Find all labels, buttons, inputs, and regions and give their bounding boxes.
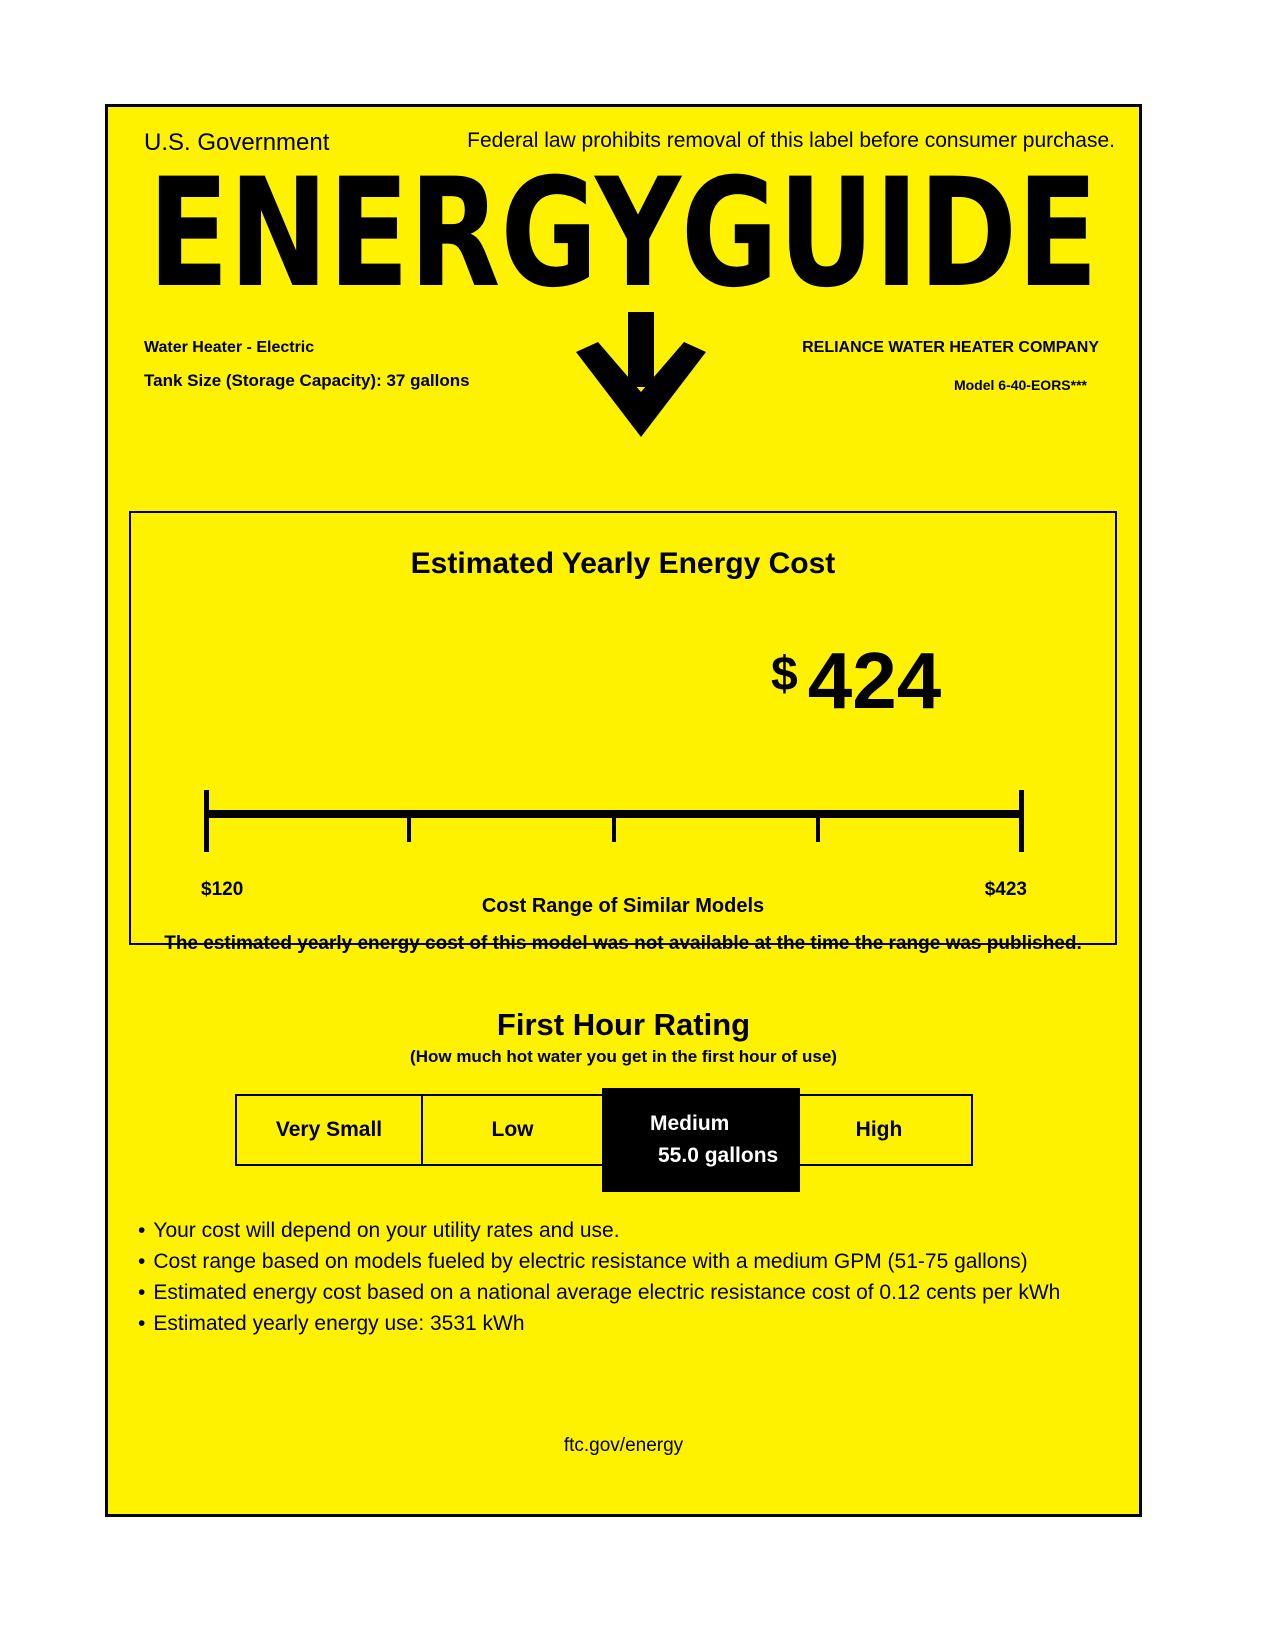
company-name: RELIANCE WATER HEATER COMPANY — [802, 339, 1099, 356]
energyguide-title — [138, 157, 1108, 307]
cost-title: Estimated Yearly Energy Cost — [410, 547, 836, 580]
first-hour-subtitle: (How much hot water you get in the first hour of use) — [410, 1047, 837, 1066]
cost-value — [771, 635, 941, 727]
rating-label: High — [855, 1118, 903, 1141]
range-min: $120 — [201, 879, 244, 900]
rating-value: 55.0 gallons — [658, 1144, 779, 1167]
government-text: U.S. Government — [144, 129, 330, 156]
rating-low — [421, 1094, 604, 1166]
notes-list — [138, 1215, 1060, 1339]
list-item: • Your cost will depend on your utility rates and use. — [138, 1215, 1060, 1246]
rating-medium-selected — [602, 1088, 800, 1192]
list-item: • Estimated yearly energy use: 3531 kWh — [138, 1308, 1060, 1339]
first-hour-rating-bar — [235, 1094, 973, 1169]
rating-label: Medium — [650, 1112, 730, 1135]
cost-box — [129, 511, 1117, 954]
energyguide-label — [105, 104, 1142, 1517]
range-max: $423 — [984, 879, 1027, 900]
tank-size: Tank Size (Storage Capacity): 37 gallons — [144, 371, 470, 390]
footer-url: ftc.gov/energy — [563, 1435, 684, 1456]
product-type: Water Heater - Electric — [144, 339, 315, 356]
currency-symbol: $ — [771, 648, 798, 701]
cost-range-scale — [204, 790, 1024, 852]
arrow-down-icon — [576, 312, 706, 437]
list-item: • Cost range based on models fueled by electric resistance with a medium GPM (51-75 gallons) — [138, 1246, 1060, 1277]
federal-notice: Federal law prohibits removal of this label before consumer purchase. — [467, 129, 1115, 152]
rating-very-small — [235, 1094, 423, 1166]
range-note: The estimated yearly energy cost of this model was not available at the time the range was published. — [164, 933, 1082, 954]
model-number: Model 6-40-EORS*** — [953, 377, 1087, 393]
rating-high — [785, 1094, 973, 1166]
first-hour-title: First Hour Rating — [496, 1007, 751, 1042]
rating-label: Very Small — [275, 1118, 383, 1141]
cost-number: 424 — [807, 636, 942, 725]
list-item: • Estimated energy cost based on a national average electric resistance cost of 0.12 cents per kWh — [138, 1277, 1060, 1308]
title-text: ENERGYGUIDE — [148, 157, 1098, 307]
range-label: Cost Range of Similar Models — [481, 895, 765, 917]
rating-label: Low — [491, 1118, 534, 1141]
